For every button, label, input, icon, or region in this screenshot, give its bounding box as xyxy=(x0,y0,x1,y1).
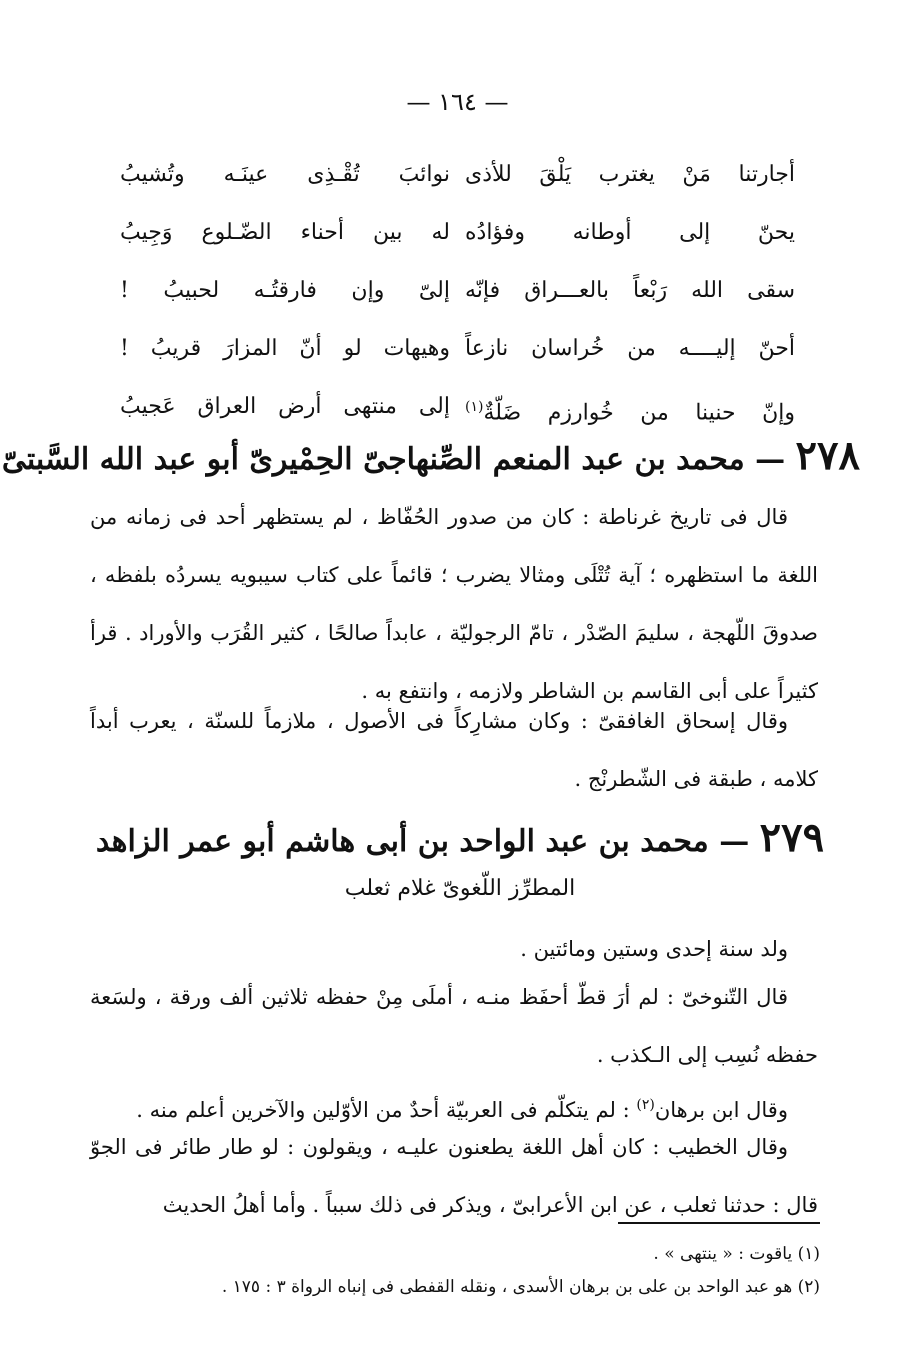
entry-279-subtitle: المطرِّز اللّغوىّ غلام ثعلب xyxy=(344,876,576,901)
verse-4-second-hemistich: وهيهات لو أنّ المزارَ قريبُ ! xyxy=(120,336,450,361)
entry-279-paragraph-1: ولد سنة إحدى وستين ومائتين . xyxy=(520,937,788,961)
footnote-ref-1: (١) xyxy=(465,399,484,415)
verse-1 xyxy=(120,155,795,213)
verse-3-second-hemistich: إلىّ وإن فارقتُـه لحبيبُ ! xyxy=(120,278,450,303)
page-number: — ١٦٤ — xyxy=(406,88,509,116)
verse-3 xyxy=(120,271,795,329)
verse-4-first-hemistich: أحنّ إليــــه من خُراسان نازعاً xyxy=(465,336,795,361)
footnotes xyxy=(120,1238,820,1304)
footnote-1: (١) ياقوت : « ينتهى » . xyxy=(653,1244,820,1264)
entry-279-paragraph-4: وقال الخطيب : كان أهل اللغة يطعنون عليـه ، ويقولون : لو طار طائر فى الجوّ قال : حدثنا ثعلب ، عن ابن الأعرابىّ ، ويذكر فى ذلك سبباً . وأما أهلُ الحديث xyxy=(90,1135,818,1217)
entry-279-paragraph-2: قال التّنوخىّ : لم أرَ قطّ أحفَظ منـه ، أملَى مِنْ حفظه ثلاثين ألف ورقة ، ولسَعة حفظه نُسِب إلى الـكذب . xyxy=(90,985,818,1067)
footnote-2: (٢) هو عبد الواحد بن على بن برهان الأسدى ، ونقله القفطى فى إنباه الرواة ٣ : ١٧٥ . xyxy=(221,1277,820,1297)
verse-2-second-hemistich: له بين أحناء الضّـلوع وَجِيبُ xyxy=(120,220,450,245)
footnote-separator xyxy=(618,1222,820,1224)
verse-2 xyxy=(120,213,795,271)
verse-5-second-hemistich: إلى منتهى أرض العراق عَجيبُ xyxy=(120,394,450,419)
poem xyxy=(120,155,795,445)
verse-1-second-hemistich: نوائبَ تُقْـذِى عينَـه وتُشيبُ xyxy=(120,162,450,187)
verse-3-first-hemistich: سقى الله رَبْعاً بالعـــراق فإنّه xyxy=(465,278,795,303)
footnote-ref-2: (٢) xyxy=(636,1097,655,1113)
entry-278-number: ٢٧٨ xyxy=(795,432,860,479)
entry-278-paragraph-2: وقال إسحاق الغافقىّ : وكان مشارِكاً فى الأصول ، ملازماً للسنّة ، يعرب أبداً كلامه ، طبقة فى الشّطرنْج . xyxy=(90,709,818,791)
paragraph-3-start: وقال ابن برهان xyxy=(654,1098,788,1122)
paragraph-3-rest: : لم يتكلّم فى العربيّة أحدٌ من الأوّلين والآخرين أعلم منه . xyxy=(136,1098,637,1122)
entry-278-paragraph-1: قال فى تاريخ غرناطة : كان من صدور الحُفّاظ ، لم يستظهر أحد فى زمانه من اللغة ما استظهره ؛ آية تُتْلَى ومثالا يضرب ؛ قائماً على كتاب سيبويه يسردُه بلفظه ، صدوقَ اللّهجة ، سليمَ الصّدْر ، تامّ الرجوليّة ، عابداً صالحًا ، كثير القُرَب والأوراد . قرأ كثيراً على أبى القاسم بن الشاطر ولازمه ، وانتفع به . xyxy=(90,505,818,703)
entry-279-number: ٢٧٩ xyxy=(759,814,825,861)
entry-279-title: — محمد بن عبد الواحد بن أبى هاشم أبو عمر الزاهد xyxy=(95,824,750,859)
entry-279-heading xyxy=(60,814,860,861)
entry-278-heading xyxy=(1,432,860,479)
verse-4 xyxy=(120,329,795,387)
verse-1-first-hemistich: أجارتنا مَنْ يغترب يَلْقَ للأذى xyxy=(465,162,795,187)
verse-5-first-text: وإنّ حنينا من خُوارزم ضَلّةٌ xyxy=(483,400,795,426)
verse-5-first-hemistich xyxy=(465,387,795,433)
verse-2-first-hemistich: يحنّ إلى أوطانه وفؤادُه xyxy=(465,220,795,245)
entry-278-title: — محمد بن عبد المنعم الصِّنهاجىّ الحِمْيرىّ أبو عبد الله السَّبتىّ xyxy=(1,442,786,477)
